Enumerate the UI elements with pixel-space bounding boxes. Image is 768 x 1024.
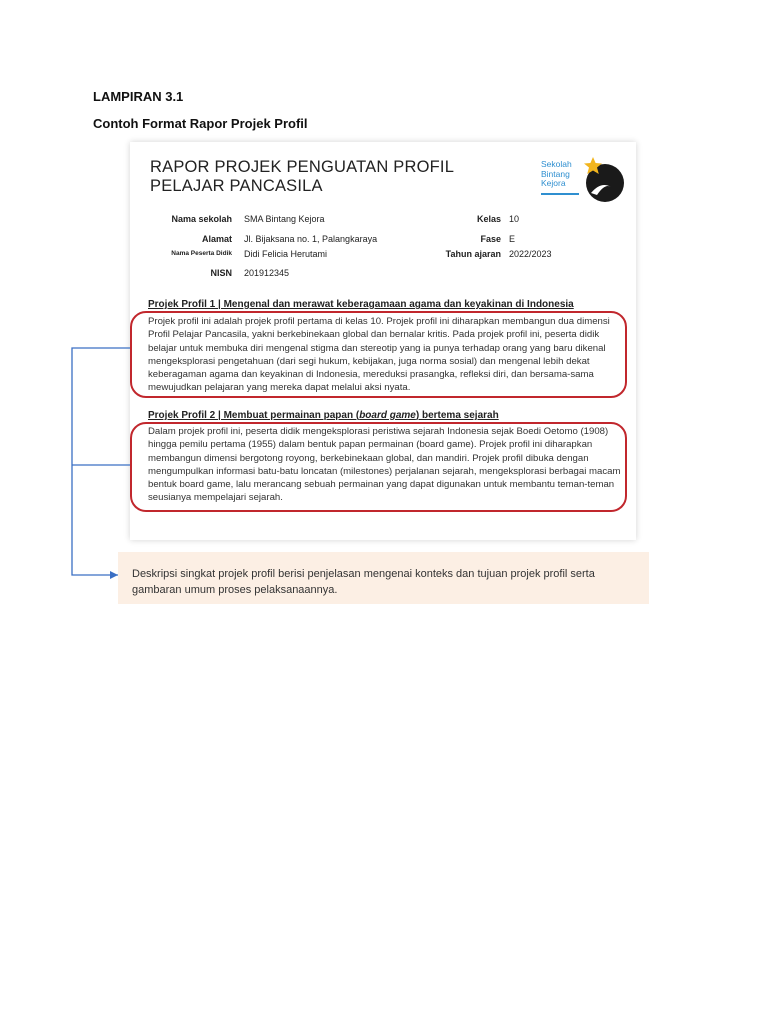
school-name-value: SMA Bintang Kejora xyxy=(244,214,325,224)
note-text: Deskripsi singkat projek profil berisi penjelasan mengenai konteks dan tujuan projek profil serta gambaran umum proses pelaksanaannya. xyxy=(132,568,595,596)
report-title-line1: RAPOR PROJEK PENGUATAN PROFIL xyxy=(150,158,455,176)
project-2-title-italic: board game xyxy=(359,410,416,421)
project-2-title-suffix: ) bertema sejarah xyxy=(415,410,499,421)
nisn-value: 201912345 xyxy=(244,268,290,278)
report-title-line2: PELAJAR PANCASILA xyxy=(150,177,323,195)
arrow-head-icon xyxy=(110,571,118,579)
project-1-title-text: Projek Profil 1 | Mengenal dan merawat keberagamaan agama dan keyakinan di Indonesia xyxy=(148,299,574,310)
school-year-value: 2022/2023 xyxy=(509,249,552,259)
phase-value: E xyxy=(509,234,516,244)
class-label: Kelas xyxy=(476,214,501,224)
project-1-description: Projek profil ini adalah projek profil pertama di kelas 10. Projek profil ini diharapkan membangun dua dimensi Profil Pelajar Pancasila, yakni berkebinekaan global dan bernalar kritis. Pada projek profil ini, peserta didik belajar untuk membuka diri mengenal stigma dan stereotip yang ia punya terhadap orang yang baru dikenal mengeksplorasi pengetahuan (dari segi hukum, kebijakan, juga norma sosial) dan mengenal lebih dekat keberagaman agama dan keyakinan di Indonesia, mereduksi prasangka, refleksi diri, dan bersama-sama mewujudkan pelajaran yang mereka dapat melalui aksi nyata. xyxy=(148,316,610,394)
section-subtitle: Contoh Format Rapor Projek Profil xyxy=(93,116,308,131)
project-2-title-prefix: Projek Profil 2 | Membuat permainan papan ( xyxy=(148,410,360,421)
address-value: Jl. Bijaksana no. 1, Palangkaraya xyxy=(244,234,378,244)
connector-line-project-1 xyxy=(72,348,130,575)
student-name-value: Didi Felicia Herutami xyxy=(244,249,328,259)
note-box xyxy=(118,552,649,604)
logo-text-line1: Sekolah xyxy=(541,159,572,169)
school-name-label: Nama sekolah xyxy=(171,214,232,224)
project-2-description: Dalam projek profil ini, peserta didik mengeksplorasi peristiwa sejarah Indonesia sejak Boedi Oetomo (1908) hingga pemilu pertama (1955) dalam bentuk papan permainan (board game). Projek profil ini diharapkan membangun dimensi bergotong royong, berkebinekaan global, dan mandiri. Projek profil dibuka dengan mengumpulkan informasi batu-batu loncatan (milestones) perjalanan sejarah, mengeksplorasi berbagai macam bentuk board game, lalu merancang sebuah permainan yang dapat digunakan untuk membantu teman-teman seusianya mempelajari sejarah. xyxy=(148,426,621,504)
student-name-label: Nama Peserta Didik xyxy=(171,250,232,257)
logo-text-line2: Bintang xyxy=(541,168,570,179)
logo-text-line3: Kejora xyxy=(541,178,566,188)
address-label: Alamat xyxy=(201,234,232,244)
school-year-label: Tahun ajaran xyxy=(445,249,501,259)
appendix-heading: LAMPIRAN 3.1 xyxy=(93,89,184,104)
class-value: 10 xyxy=(509,214,520,224)
phase-label: Fase xyxy=(480,234,501,244)
nisn-label: NISN xyxy=(210,268,232,278)
